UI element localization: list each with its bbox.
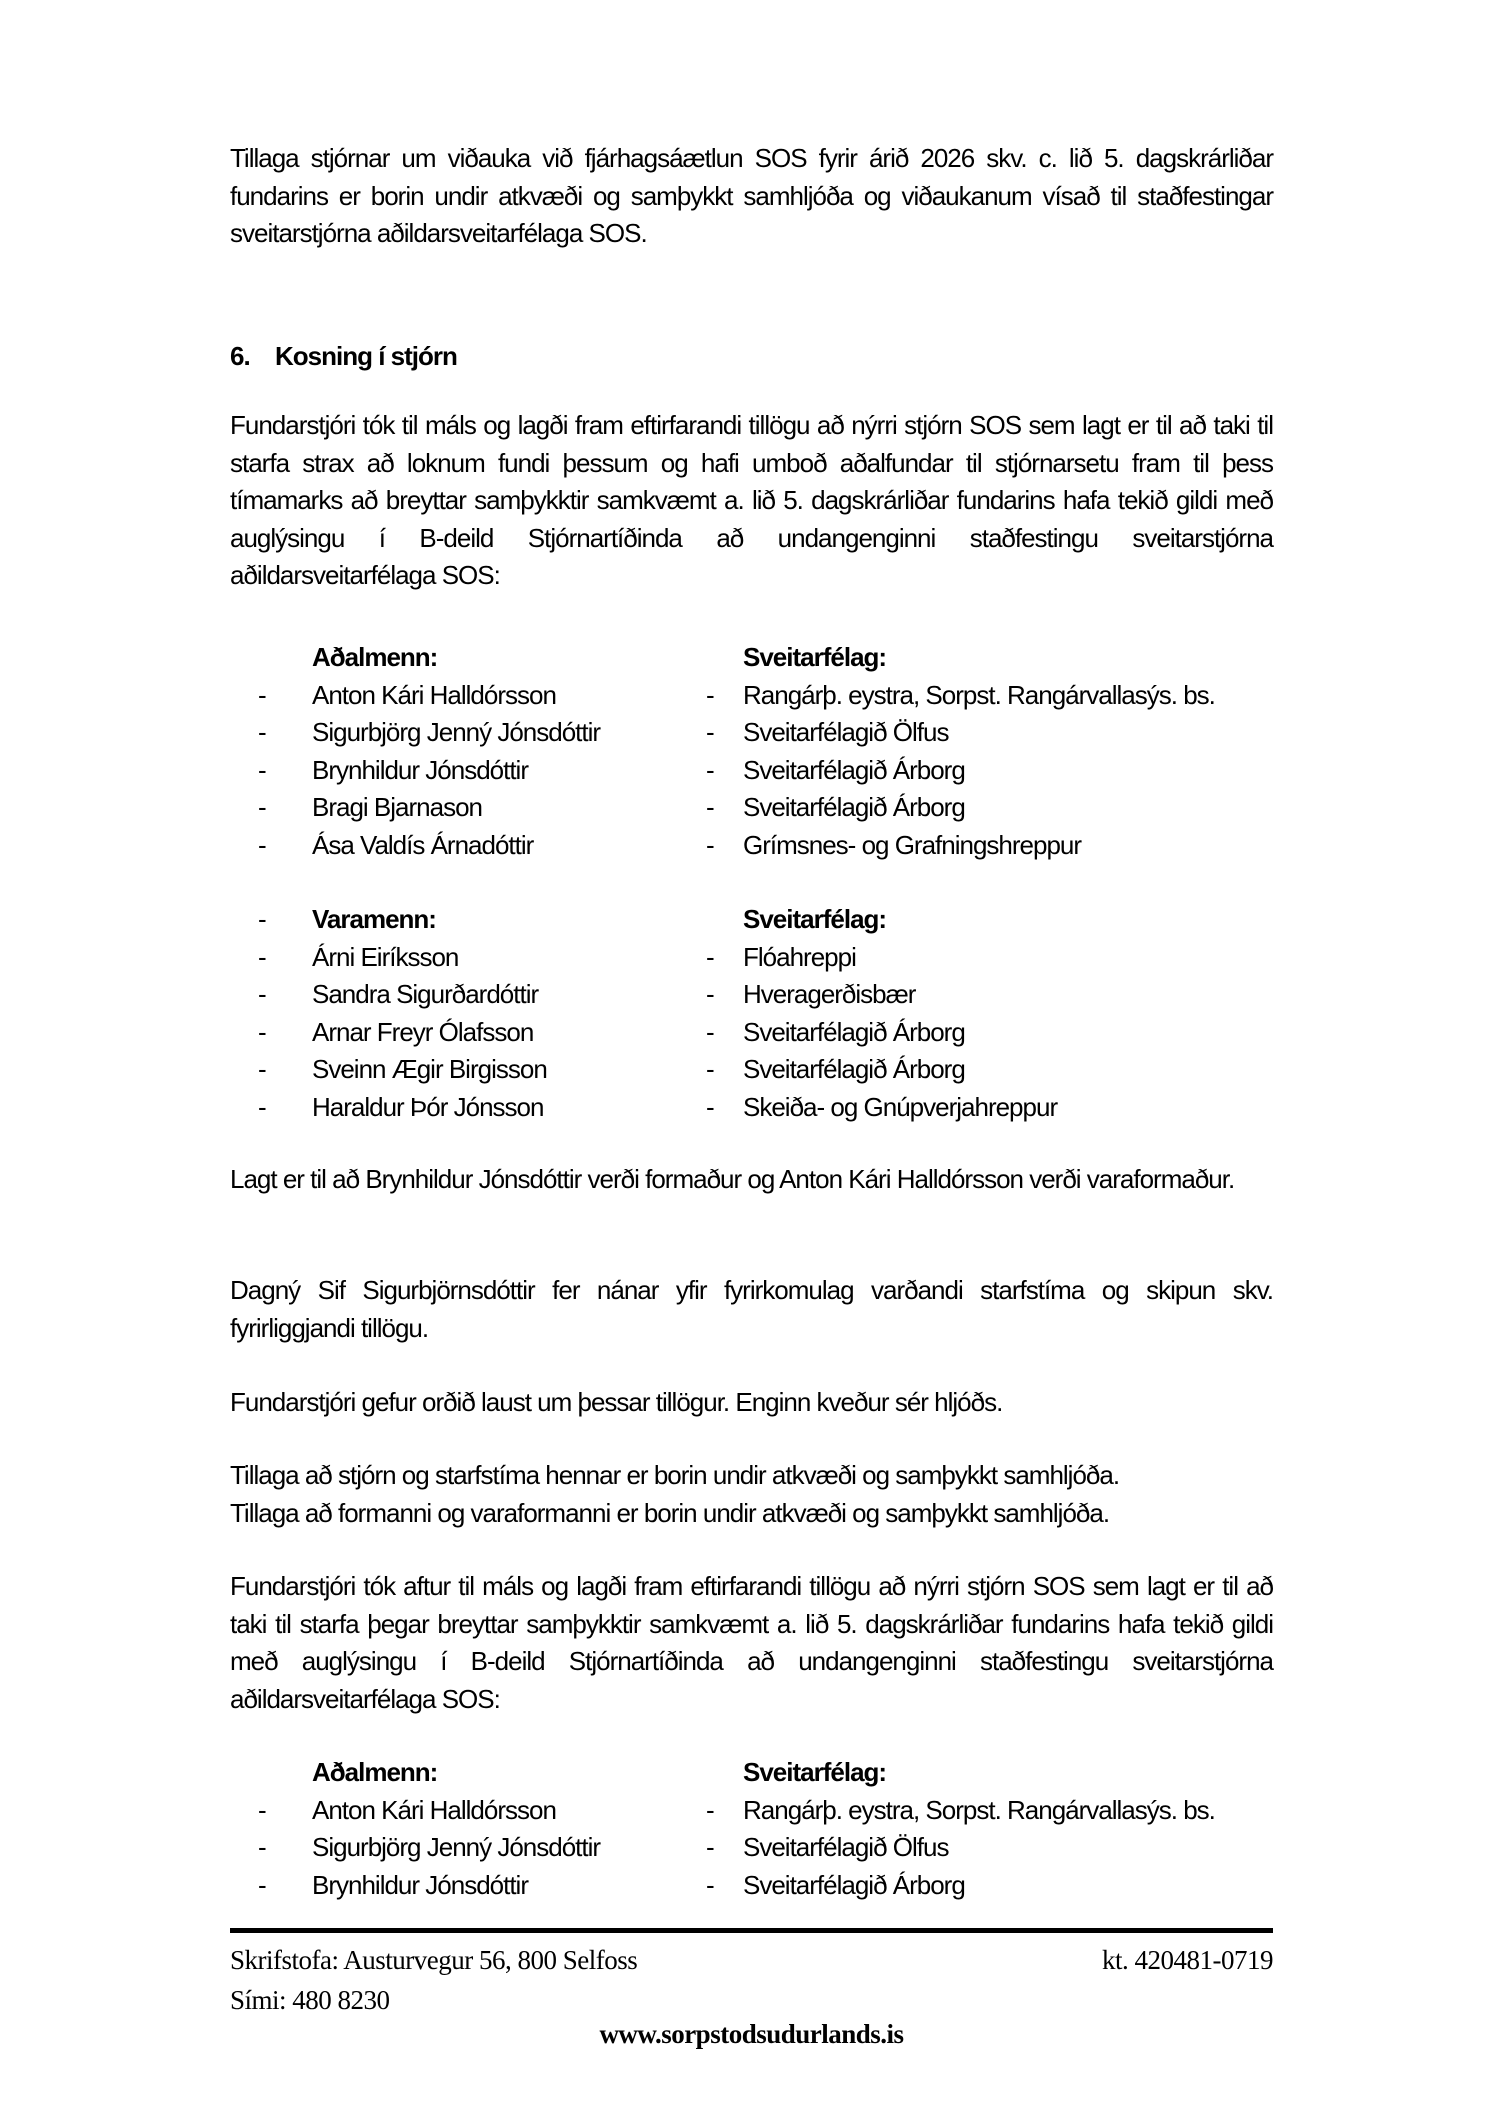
bullet-dash: -: [258, 792, 266, 822]
bullet-dash: -: [258, 1794, 266, 1825]
paragraph-chair-proposal: Lagt er til að Brynhildur Jónsdóttir verði formaður og Anton Kári Halldórsson verði varaformaður.: [230, 1164, 1235, 1194]
bullet-dash: -: [258, 941, 266, 972]
member-name: Sigurbjörg Jenný Jónsdóttir: [312, 717, 601, 747]
member-name: Anton Kári Halldórsson: [312, 679, 556, 710]
column-header-municipality: Sveitarfélag:: [743, 1757, 887, 1787]
paragraph-dagny-note: Dagný Sif Sigurbjörnsdóttir fer nánar yfir fyrirkomulag varðandi starfstíma og skipun skv. fyrirliggjandi tillögu.: [230, 1275, 1273, 1343]
member-name: Anton Kári Halldórsson: [312, 1794, 556, 1825]
footer-website: www.sorpstodsudurlands.is: [599, 2019, 904, 2049]
bullet-dash: -: [258, 679, 266, 710]
member-row: [230, 1014, 1273, 1052]
bullet-dash: -: [706, 941, 714, 972]
bullet-dash: -: [258, 904, 266, 934]
member-row: [230, 1051, 1273, 1089]
bullet-dash: -: [706, 829, 714, 860]
member-municipality: Sveitarfélagið Árborg: [743, 1016, 965, 1047]
vote-line-chair: Tillaga að formanni og varaformanni er borin undir atkvæði og samþykkt samhljóða.: [230, 1497, 1110, 1528]
footer-divider: [230, 1928, 1273, 1933]
bullet-dash: -: [706, 1869, 714, 1900]
paragraph-budget-amendment: Tillaga stjórnar um viðauka við fjárhagsáætlun SOS fyrir árið 2026 skv. c. lið 5. dagskrárliðar fundarins er borin undir atkvæði og samþykkt samhljóða og viðaukanum vísað til staðfestingar sveitarstjórna aðildarsveitarfélaga SOS.: [230, 143, 1273, 248]
member-name: Haraldur Þór Jónsson: [312, 1091, 544, 1122]
member-name: Sandra Sigurðardóttir: [312, 979, 539, 1009]
bullet-dash: -: [258, 754, 266, 785]
list-header-row: [230, 1754, 1273, 1792]
bullet-dash: -: [706, 717, 714, 747]
bullet-dash-empty: [698, 901, 743, 939]
bullet-dash: -: [706, 679, 714, 710]
bullet-dash: -: [706, 754, 714, 785]
section-heading: [230, 338, 1273, 376]
member-municipality: Sveitarfélagið Árborg: [743, 792, 965, 822]
footer-address: Skrifstofa: Austurvegur 56, 800 Selfoss: [230, 1945, 638, 1975]
bullet-dash: -: [258, 1054, 266, 1084]
member-name: Bragi Bjarnason: [312, 792, 482, 822]
column-header-municipality: Sveitarfélag:: [743, 904, 887, 934]
member-name: Brynhildur Jónsdóttir: [312, 1869, 528, 1900]
vote-line-board: Tillaga að stjórn og starfstíma hennar er borin undir atkvæði og samþykkt samhljóða.: [230, 1460, 1120, 1490]
bullet-dash-empty: [698, 639, 743, 677]
member-municipality: Rangárþ. eystra, Sorpst. Rangárvallasýs. bs.: [743, 1794, 1215, 1825]
member-row: [230, 827, 1273, 865]
board-list-deputy-members: [230, 901, 1273, 1126]
bullet-dash: -: [258, 717, 266, 747]
footer-phone: Sími: 480 8230: [230, 1985, 390, 2015]
member-row: [230, 1792, 1273, 1830]
column-header-municipality: Sveitarfélag:: [743, 642, 887, 672]
member-row: [230, 939, 1273, 977]
list-header-row: [230, 639, 1273, 677]
member-municipality: Rangárþ. eystra, Sorpst. Rangárvallasýs. bs.: [743, 679, 1215, 710]
member-name: Ása Valdís Árnadóttir: [312, 829, 534, 860]
bullet-dash: -: [706, 1794, 714, 1825]
member-row: [230, 789, 1273, 827]
member-name: Brynhildur Jónsdóttir: [312, 754, 528, 785]
member-row: [230, 752, 1273, 790]
bullet-dash: -: [706, 1054, 714, 1084]
bullet-dash: -: [258, 1869, 266, 1900]
member-row: [230, 714, 1273, 752]
bullet-dash-empty: [250, 1754, 312, 1792]
list-header-row: [230, 901, 1273, 939]
member-municipality: Skeiða- og Gnúpverjahreppur: [743, 1091, 1058, 1122]
bullet-dash: -: [258, 1832, 266, 1862]
member-name: Arnar Freyr Ólafsson: [312, 1016, 534, 1047]
bullet-dash: -: [706, 792, 714, 822]
bullet-dash: -: [706, 979, 714, 1009]
section-number: 6.: [230, 341, 250, 371]
member-name: Sigurbjörg Jenný Jónsdóttir: [312, 1832, 601, 1862]
board-list-second-main-members: [230, 1754, 1273, 1904]
paragraph-votes: [230, 1457, 1273, 1532]
member-municipality: Sveitarfélagið Árborg: [743, 754, 965, 785]
footer-registration-number: kt. 420481-0719: [1102, 1945, 1273, 1975]
bullet-dash-empty: [698, 1754, 743, 1792]
member-municipality: Sveitarfélagið Árborg: [743, 1869, 965, 1900]
footer-line-1: [230, 1940, 1273, 1980]
column-header-deputies: Varamenn:: [312, 904, 436, 934]
column-header-members: Aðalmenn:: [312, 1757, 438, 1787]
member-row: [230, 1867, 1273, 1905]
member-municipality: Hveragerðisbær: [743, 979, 916, 1009]
member-municipality: Sveitarfélagið Ölfus: [743, 717, 949, 747]
member-row: [230, 1829, 1273, 1867]
paragraph-floor-open: Fundarstjóri gefur orðið laust um þessar tillögur. Enginn kveður sér hljóðs.: [230, 1387, 1003, 1417]
column-header-members: Aðalmenn:: [312, 642, 438, 672]
member-row: [230, 1089, 1273, 1127]
member-municipality: Sveitarfélagið Árborg: [743, 1054, 965, 1084]
bullet-dash: -: [258, 979, 266, 1009]
member-municipality: Flóahreppi: [743, 941, 856, 972]
member-name: Árni Eiríksson: [312, 941, 459, 972]
bullet-dash: -: [706, 1091, 714, 1122]
member-row: [230, 976, 1273, 1014]
member-name: Sveinn Ægir Birgisson: [312, 1054, 547, 1084]
paragraph-board-proposal-second: Fundarstjóri tók aftur til máls og lagði fram eftirfarandi tillögu að nýrri stjórn SOS sem lagt er til að taki til starfa þegar breyttar samþykktir samkvæmt a. lið 5. dagskrárliðar fundarins hafa tekið gildi með auglýsingu í B-deild Stjórnartíðinda að undangenginni staðfestingu sveitarstjórna aðildarsveitarfélaga SOS:: [230, 1571, 1273, 1714]
bullet-dash: -: [706, 1016, 714, 1047]
paragraph-board-proposal-first: Fundarstjóri tók til máls og lagði fram eftirfarandi tillögu að nýrri stjórn SOS sem lagt er til að taki til starfa strax að loknum fundi þessum og hafi umboð aðalfundar til stjórnarsetu fram til þess tímamarks að breyttar samþykktir samkvæmt a. lið 5. dagskrárliðar fundarins hafa tekið gildi með auglýsingu í B-deild Stjórnartíðinda að undangenginni staðfestingu sveitarstjórna aðildarsveitarfélaga SOS:: [230, 410, 1273, 590]
bullet-dash: -: [258, 1016, 266, 1047]
bullet-dash: -: [706, 1832, 714, 1862]
member-row: [230, 677, 1273, 715]
board-list-main-members: [230, 639, 1273, 864]
member-municipality: Sveitarfélagið Ölfus: [743, 1832, 949, 1862]
section-title: Kosning í stjórn: [275, 341, 457, 371]
bullet-dash-empty: [250, 639, 312, 677]
member-municipality: Grímsnes- og Grafningshreppur: [743, 829, 1082, 860]
bullet-dash: -: [258, 829, 266, 860]
bullet-dash: -: [258, 1091, 266, 1122]
